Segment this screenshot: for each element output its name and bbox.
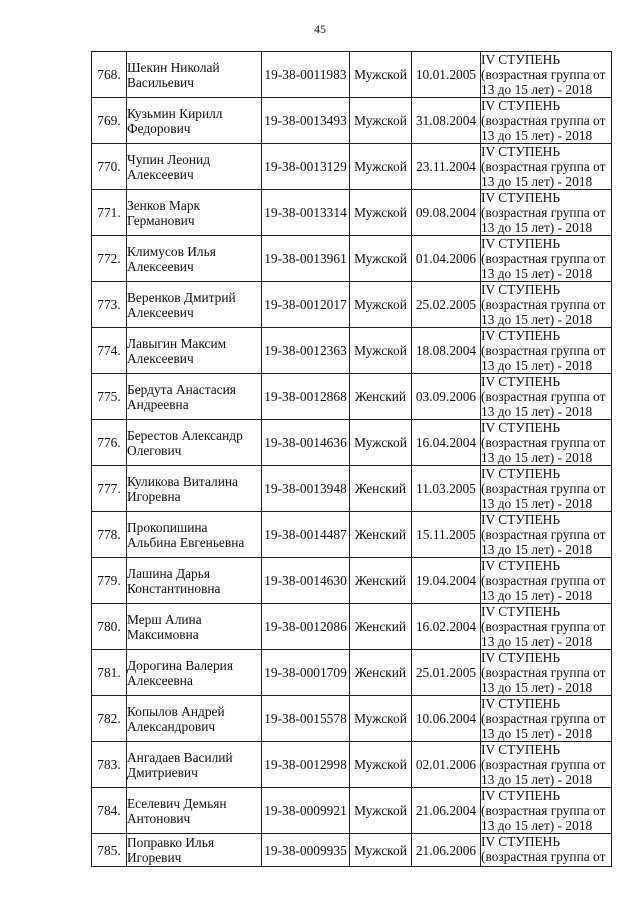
- level-cell: [481, 650, 612, 696]
- row-number: 778.: [92, 512, 127, 558]
- level-line: IV СТУПЕНЬ: [481, 742, 561, 757]
- full-name-line: Мерш Алина: [127, 611, 202, 627]
- gender-cell: Мужской: [350, 236, 412, 282]
- full-name-cell: [127, 52, 262, 98]
- full-name-line: Лашина Дарья: [127, 565, 210, 581]
- level-line: 13 до 15 лет) - 2018: [481, 404, 593, 419]
- gender-cell: Мужской: [350, 696, 412, 742]
- page-number: 45: [314, 22, 326, 36]
- birth-date-cell: 16.02.2004: [412, 604, 481, 650]
- uin-cell: 19-38-0014487: [262, 512, 350, 558]
- gender-cell: Женский: [350, 558, 412, 604]
- level-line: 13 до 15 лет) - 2018: [481, 82, 593, 97]
- row-number: 770.: [92, 144, 127, 190]
- full-name-line: Алексеевич: [127, 304, 194, 320]
- level-cell: [481, 98, 612, 144]
- uin-cell: 19-38-0012017: [262, 282, 350, 328]
- level-line: 13 до 15 лет) - 2018: [481, 496, 593, 511]
- level-line: IV СТУПЕНЬ: [481, 466, 561, 481]
- full-name-cell: [127, 236, 262, 282]
- level-cell: [481, 236, 612, 282]
- level-cell: [481, 742, 612, 788]
- full-name-cell: [127, 788, 262, 834]
- gender-cell: Мужской: [350, 282, 412, 328]
- level-line: IV СТУПЕНЬ: [481, 190, 561, 205]
- level-line: 13 до 15 лет) - 2018: [481, 726, 593, 741]
- level-line: IV СТУПЕНЬ: [481, 696, 561, 711]
- uin-cell: 19-38-0013129: [262, 144, 350, 190]
- table-row: [92, 282, 612, 328]
- full-name-line: Копылов Андрей: [127, 703, 225, 719]
- level-cell: [481, 604, 612, 650]
- gender-cell: Мужской: [350, 98, 412, 144]
- level-line: IV СТУПЕНЬ: [481, 604, 561, 619]
- birth-date-cell: 15.11.2005: [412, 512, 481, 558]
- uin-cell: 19-38-0013314: [262, 190, 350, 236]
- table-row: [92, 190, 612, 236]
- full-name-cell: [127, 420, 262, 466]
- uin-cell: 19-38-0012363: [262, 328, 350, 374]
- row-number: 771.: [92, 190, 127, 236]
- level-line: 13 до 15 лет) - 2018: [481, 128, 593, 143]
- full-name-line: Шекин Николай: [127, 59, 220, 75]
- birth-date-cell: 11.03.2005: [412, 466, 481, 512]
- birth-date-cell: 25.02.2005: [412, 282, 481, 328]
- level-line: IV СТУПЕНЬ: [481, 52, 561, 67]
- table-row: [92, 466, 612, 512]
- table-row: [92, 420, 612, 466]
- row-number: 772.: [92, 236, 127, 282]
- level-cell: [481, 328, 612, 374]
- participants-table: [91, 51, 612, 867]
- full-name-cell: [127, 512, 262, 558]
- full-name-cell: [127, 834, 262, 867]
- uin-cell: 19-38-0014630: [262, 558, 350, 604]
- full-name-line: Игоревич: [127, 850, 182, 865]
- full-name-line: Бердута Анастасия: [127, 381, 236, 397]
- level-line: IV СТУПЕНЬ: [481, 788, 561, 803]
- birth-date-cell: 21.06.2004: [412, 788, 481, 834]
- level-line: IV СТУПЕНЬ: [481, 512, 561, 527]
- level-line: (возрастная группа от: [481, 481, 606, 496]
- row-number: 780.: [92, 604, 127, 650]
- level-cell: [481, 696, 612, 742]
- level-line: 13 до 15 лет) - 2018: [481, 542, 593, 557]
- full-name-cell: [127, 742, 262, 788]
- level-line: 13 до 15 лет) - 2018: [481, 312, 593, 327]
- level-line: (возрастная группа от: [481, 665, 606, 680]
- row-number: 783.: [92, 742, 127, 788]
- level-line: IV СТУПЕНЬ: [481, 236, 561, 251]
- full-name-line: Кузьмин Кирилл: [127, 105, 223, 121]
- table-row: [92, 558, 612, 604]
- uin-cell: 19-38-0014636: [262, 420, 350, 466]
- row-number: 773.: [92, 282, 127, 328]
- level-line: 13 до 15 лет) - 2018: [481, 358, 593, 373]
- level-line: (возрастная группа от: [481, 113, 606, 128]
- birth-date-cell: 16.04.2004: [412, 420, 481, 466]
- full-name-line: Еселевич Демьян: [127, 795, 227, 811]
- level-line: IV СТУПЕНЬ: [481, 282, 561, 297]
- gender-cell: Женский: [350, 512, 412, 558]
- gender-cell: Мужской: [350, 328, 412, 374]
- level-cell: [481, 558, 612, 604]
- birth-date-cell: 23.11.2004: [412, 144, 481, 190]
- full-name-cell: [127, 604, 262, 650]
- birth-date-cell: 31.08.2004: [412, 98, 481, 144]
- level-line: (возрастная группа от: [481, 435, 606, 450]
- level-line: (возрастная группа от: [481, 343, 606, 358]
- table-row: [92, 650, 612, 696]
- full-name-line: Алексеевич: [127, 350, 194, 366]
- full-name-cell: [127, 558, 262, 604]
- level-line: 13 до 15 лет) - 2018: [481, 220, 593, 235]
- table-row: [92, 788, 612, 834]
- level-line: (возрастная группа от: [481, 251, 606, 266]
- level-line: IV СТУПЕНЬ: [481, 328, 561, 343]
- table-row: [92, 512, 612, 558]
- gender-cell: Женский: [350, 604, 412, 650]
- uin-cell: 19-38-0001709: [262, 650, 350, 696]
- row-number: 769.: [92, 98, 127, 144]
- level-line: (возрастная группа от: [481, 297, 606, 312]
- full-name-cell: [127, 650, 262, 696]
- gender-cell: Мужской: [350, 420, 412, 466]
- full-name-cell: [127, 144, 262, 190]
- level-cell: [481, 788, 612, 834]
- level-line: (возрастная группа от: [481, 67, 606, 82]
- uin-cell: 19-38-0013961: [262, 236, 350, 282]
- full-name-cell: [127, 374, 262, 420]
- level-line: (возрастная группа от: [481, 849, 606, 864]
- level-line: (возрастная группа от: [481, 205, 606, 220]
- gender-cell: Женский: [350, 466, 412, 512]
- uin-cell: 19-38-0013948: [262, 466, 350, 512]
- birth-date-cell: 09.08.2004: [412, 190, 481, 236]
- level-line: 13 до 15 лет) - 2018: [481, 818, 593, 833]
- full-name-cell: [127, 282, 262, 328]
- uin-cell: 19-38-0009935: [262, 834, 350, 867]
- level-line: 13 до 15 лет) - 2018: [481, 680, 593, 695]
- level-line: IV СТУПЕНЬ: [481, 144, 561, 159]
- level-line: (возрастная группа от: [481, 711, 606, 726]
- row-number: 774.: [92, 328, 127, 374]
- row-number: 775.: [92, 374, 127, 420]
- uin-cell: 19-38-0012998: [262, 742, 350, 788]
- gender-cell: Мужской: [350, 144, 412, 190]
- level-line: IV СТУПЕНЬ: [481, 98, 561, 113]
- level-cell: [481, 282, 612, 328]
- level-line: 13 до 15 лет) - 2018: [481, 634, 593, 649]
- full-name-line: Климусов Илья: [127, 243, 216, 259]
- table-row: [92, 742, 612, 788]
- row-number: 781.: [92, 650, 127, 696]
- table-row: [92, 604, 612, 650]
- full-name-line: Дмитриевич: [127, 764, 198, 780]
- full-name-line: Алексеевич: [127, 166, 194, 182]
- gender-cell: Женский: [350, 374, 412, 420]
- full-name-line: Федорович: [127, 120, 191, 136]
- uin-cell: 19-38-0013493: [262, 98, 350, 144]
- full-name-line: Антонович: [127, 810, 191, 826]
- level-line: IV СТУПЕНЬ: [481, 420, 561, 435]
- birth-date-cell: 25.01.2005: [412, 650, 481, 696]
- level-line: IV СТУПЕНЬ: [481, 650, 561, 665]
- full-name-cell: [127, 696, 262, 742]
- birth-date-cell: 19.04.2004: [412, 558, 481, 604]
- full-name-line: Поправко Илья: [127, 835, 214, 850]
- birth-date-cell: 10.06.2004: [412, 696, 481, 742]
- level-line: 13 до 15 лет) - 2018: [481, 588, 593, 603]
- full-name-cell: [127, 466, 262, 512]
- full-name-line: Игоревна: [127, 488, 181, 504]
- level-line: (возрастная группа от: [481, 757, 606, 772]
- uin-cell: 19-38-0009921: [262, 788, 350, 834]
- level-cell: [481, 512, 612, 558]
- table-body: [92, 52, 612, 867]
- full-name-cell: [127, 328, 262, 374]
- gender-cell: Мужской: [350, 788, 412, 834]
- birth-date-cell: 10.01.2005: [412, 52, 481, 98]
- uin-cell: 19-38-0011983: [262, 52, 350, 98]
- level-cell: [481, 52, 612, 98]
- level-cell: [481, 834, 612, 867]
- table-row: [92, 834, 612, 867]
- full-name-line: Андреевна: [127, 396, 189, 412]
- level-line: (возрастная группа от: [481, 803, 606, 818]
- table-row: [92, 236, 612, 282]
- full-name-line: Александрович: [127, 718, 216, 734]
- full-name-line: Чупин Леонид: [127, 151, 211, 167]
- uin-cell: 19-38-0012086: [262, 604, 350, 650]
- row-number: 779.: [92, 558, 127, 604]
- table-row: [92, 696, 612, 742]
- birth-date-cell: 03.09.2006: [412, 374, 481, 420]
- full-name-line: Алексеевна: [127, 672, 193, 688]
- level-cell: [481, 466, 612, 512]
- row-number: 768.: [92, 52, 127, 98]
- full-name-line: Веренков Дмитрий: [127, 289, 236, 305]
- level-line: 13 до 15 лет) - 2018: [481, 450, 593, 465]
- birth-date-cell: 01.04.2006: [412, 236, 481, 282]
- table-row: [92, 144, 612, 190]
- table-row: [92, 52, 612, 98]
- level-cell: [481, 144, 612, 190]
- row-number: 782.: [92, 696, 127, 742]
- level-line: IV СТУПЕНЬ: [481, 374, 561, 389]
- level-line: (возрастная группа от: [481, 573, 606, 588]
- gender-cell: Мужской: [350, 834, 412, 867]
- table-row: [92, 374, 612, 420]
- level-cell: [481, 374, 612, 420]
- full-name-line: Германович: [127, 212, 195, 228]
- full-name-line: Максимовна: [127, 626, 199, 642]
- full-name-line: Васильевич: [127, 74, 194, 90]
- full-name-line: Прокопишина: [127, 519, 208, 535]
- birth-date-cell: 18.08.2004: [412, 328, 481, 374]
- gender-cell: Мужской: [350, 742, 412, 788]
- level-line: IV СТУПЕНЬ: [481, 834, 561, 849]
- full-name-line: Зенков Марк: [127, 197, 201, 213]
- level-line: (возрастная группа от: [481, 389, 606, 404]
- table-row: [92, 98, 612, 144]
- full-name-line: Ангадаев Василий: [127, 749, 233, 765]
- row-number: 784.: [92, 788, 127, 834]
- full-name-line: Лавыгин Максим: [127, 335, 227, 351]
- level-line: (возрастная группа от: [481, 159, 606, 174]
- full-name-cell: [127, 190, 262, 236]
- full-name-line: Константиновна: [127, 580, 221, 596]
- full-name-line: Альбина Евгеньевна: [127, 534, 245, 550]
- full-name-cell: [127, 98, 262, 144]
- level-line: 13 до 15 лет) - 2018: [481, 174, 593, 189]
- level-cell: [481, 420, 612, 466]
- gender-cell: Мужской: [350, 52, 412, 98]
- table-row: [92, 328, 612, 374]
- full-name-line: Дорогина Валерия: [127, 657, 233, 673]
- full-name-line: Берестов Александр: [127, 427, 243, 443]
- full-name-line: Куликова Виталина: [127, 473, 238, 489]
- level-line: 13 до 15 лет) - 2018: [481, 266, 593, 281]
- birth-date-cell: 02.01.2006: [412, 742, 481, 788]
- uin-cell: 19-38-0015578: [262, 696, 350, 742]
- uin-cell: 19-38-0012868: [262, 374, 350, 420]
- gender-cell: Мужской: [350, 190, 412, 236]
- row-number: 785.: [92, 834, 127, 867]
- level-line: 13 до 15 лет) - 2018: [481, 772, 593, 787]
- level-line: IV СТУПЕНЬ: [481, 558, 561, 573]
- row-number: 777.: [92, 466, 127, 512]
- row-number: 776.: [92, 420, 127, 466]
- level-line: (возрастная группа от: [481, 527, 606, 542]
- birth-date-cell: 21.06.2006: [412, 834, 481, 867]
- full-name-line: Олегович: [127, 442, 182, 458]
- gender-cell: Женский: [350, 650, 412, 696]
- level-cell: [481, 190, 612, 236]
- level-line: (возрастная группа от: [481, 619, 606, 634]
- full-name-line: Алексеевич: [127, 258, 194, 274]
